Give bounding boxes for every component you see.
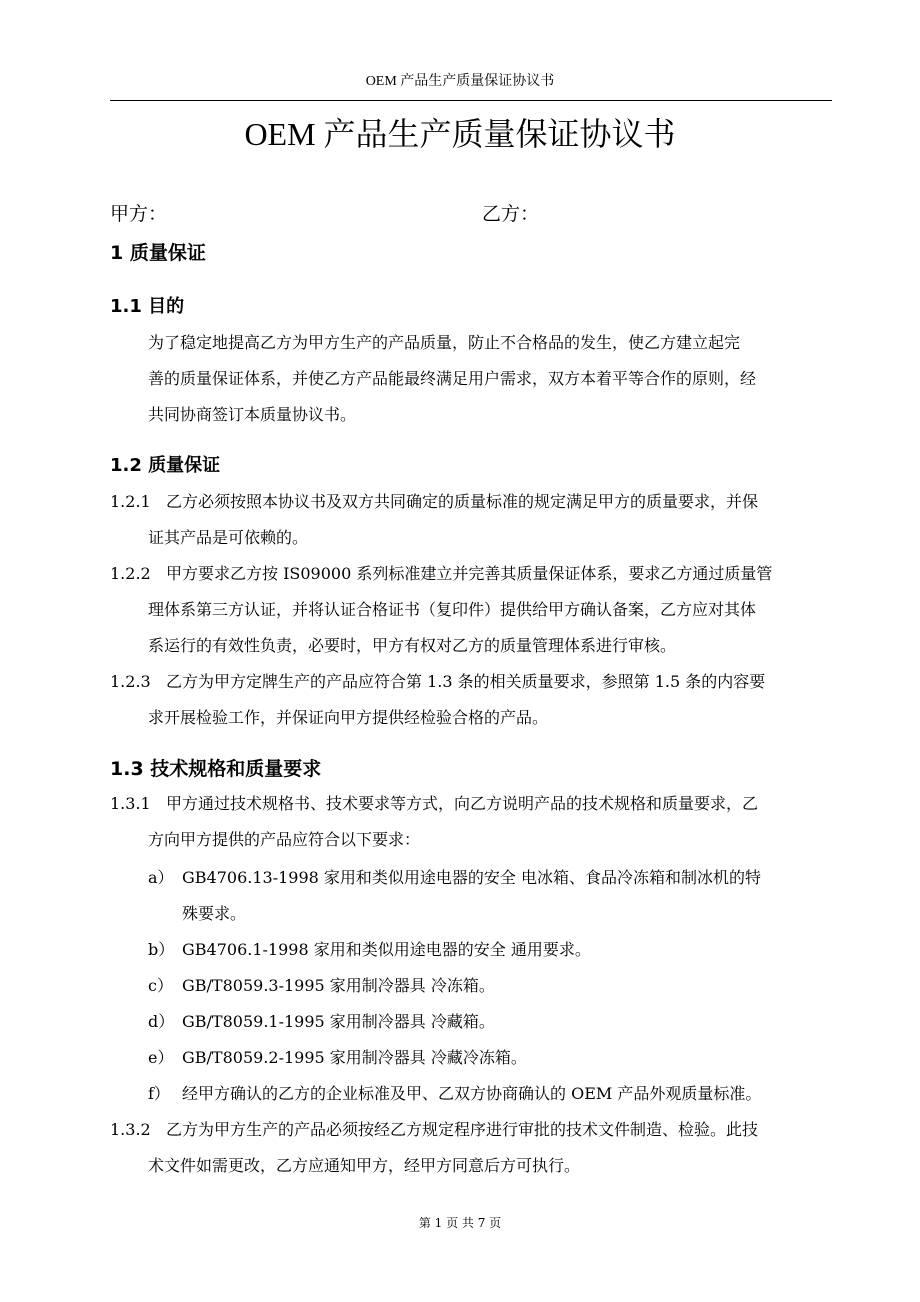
list-item-text: 殊要求。 xyxy=(182,904,247,923)
clause-line: 乙方必须按照本协议书及双方共同确定的质量标准的规定满足甲方的质量要求，并保 xyxy=(166,492,759,511)
clause-line: 甲方要求乙方按 IS09000 系列标准建立并完善其质量保证体系，要求乙方通过质量管 xyxy=(166,564,773,583)
list-item-label: f） xyxy=(148,1084,170,1103)
party-b-label: 乙方： xyxy=(482,203,540,225)
clause-number: 1.2.2 xyxy=(110,564,151,583)
list-item-label: c） xyxy=(148,976,173,995)
party-a-label: 甲方： xyxy=(110,203,168,225)
paragraph-line: 为了稳定地提高乙方为甲方生产的产品质量，防止不合格品的发生，使乙方建立起完 xyxy=(148,333,741,352)
clause-number: 1.2.3 xyxy=(110,672,151,691)
list-item-text: GB/T8059.3-1995 家用制冷器具 冷冻箱。 xyxy=(182,976,495,995)
list-item-label: d） xyxy=(148,1012,175,1031)
clause-line: 证其产品是可依赖的。 xyxy=(148,528,309,547)
clause-line: 系运行的有效性负责，必要时，甲方有权对乙方的质量管理体系进行审核。 xyxy=(148,636,677,655)
header-rule xyxy=(110,100,832,101)
clause-line: 乙方为甲方生产的产品必须按经乙方规定程序进行审批的技术文件制造、检验。此技 xyxy=(166,1120,759,1139)
clause-line: 甲方通过技术规格书、技术要求等方式，向乙方说明产品的技术规格和质量要求，乙 xyxy=(166,794,759,813)
list-item-label: a） xyxy=(148,868,174,887)
clause-line: 乙方为甲方定牌生产的产品应符合第 1.3 条的相关质量要求，参照第 1.5 条的内容要 xyxy=(166,672,766,691)
clause-line: 求开展检验工作，并保证向甲方提供经检验合格的产品。 xyxy=(148,708,549,727)
clause-line: 理体系第三方认证，并将认证合格证书（复印件）提供给甲方确认备案，乙方应对其体 xyxy=(148,600,757,619)
running-header: OEM 产品生产质量保证协议书 xyxy=(365,74,555,89)
clause-number: 1.3.1 xyxy=(110,794,151,813)
list-item-label: b） xyxy=(148,940,175,959)
list-item-text: GB/T8059.2-1995 家用制冷器具 冷藏冷冻箱。 xyxy=(182,1048,527,1067)
page-footer: 第 1 页 共 7 页 xyxy=(418,1216,502,1230)
section-1-3-heading: 1.3 技术规格和质量要求 xyxy=(110,758,322,780)
list-item-text: GB/T8059.1-1995 家用制冷器具 冷藏箱。 xyxy=(182,1012,495,1031)
clause-line: 术文件如需更改，乙方应通知甲方，经甲方同意后方可执行。 xyxy=(148,1156,581,1175)
list-item-text: 经甲方确认的乙方的企业标准及甲、乙双方协商确认的 OEM 产品外观质量标准。 xyxy=(182,1084,762,1103)
clause-line: 方向甲方提供的产品应符合以下要求： xyxy=(148,830,421,849)
section-1-heading: 1 质量保证 xyxy=(110,242,206,264)
list-item-label: e） xyxy=(148,1048,174,1067)
clause-number: 1.3.2 xyxy=(110,1120,151,1139)
paragraph-line: 共同协商签订本质量协议书。 xyxy=(148,405,357,424)
section-1-1-heading: 1.1 目的 xyxy=(110,296,185,317)
section-1-2-heading: 1.2 质量保证 xyxy=(110,455,221,476)
list-item-text: GB4706.13-1998 家用和类似用途电器的安全 电冰箱、食品冷冻箱和制冰机的特 xyxy=(182,868,762,887)
list-item-text: GB4706.1-1998 家用和类似用途电器的安全 通用要求。 xyxy=(182,940,591,959)
paragraph-line: 善的质量保证体系，并使乙方产品能最终满足用户需求，双方本着平等合作的原则，经 xyxy=(148,369,757,388)
clause-number: 1.2.1 xyxy=(110,492,151,511)
document-title: OEM 产品生产质量保证协议书 xyxy=(244,116,676,152)
